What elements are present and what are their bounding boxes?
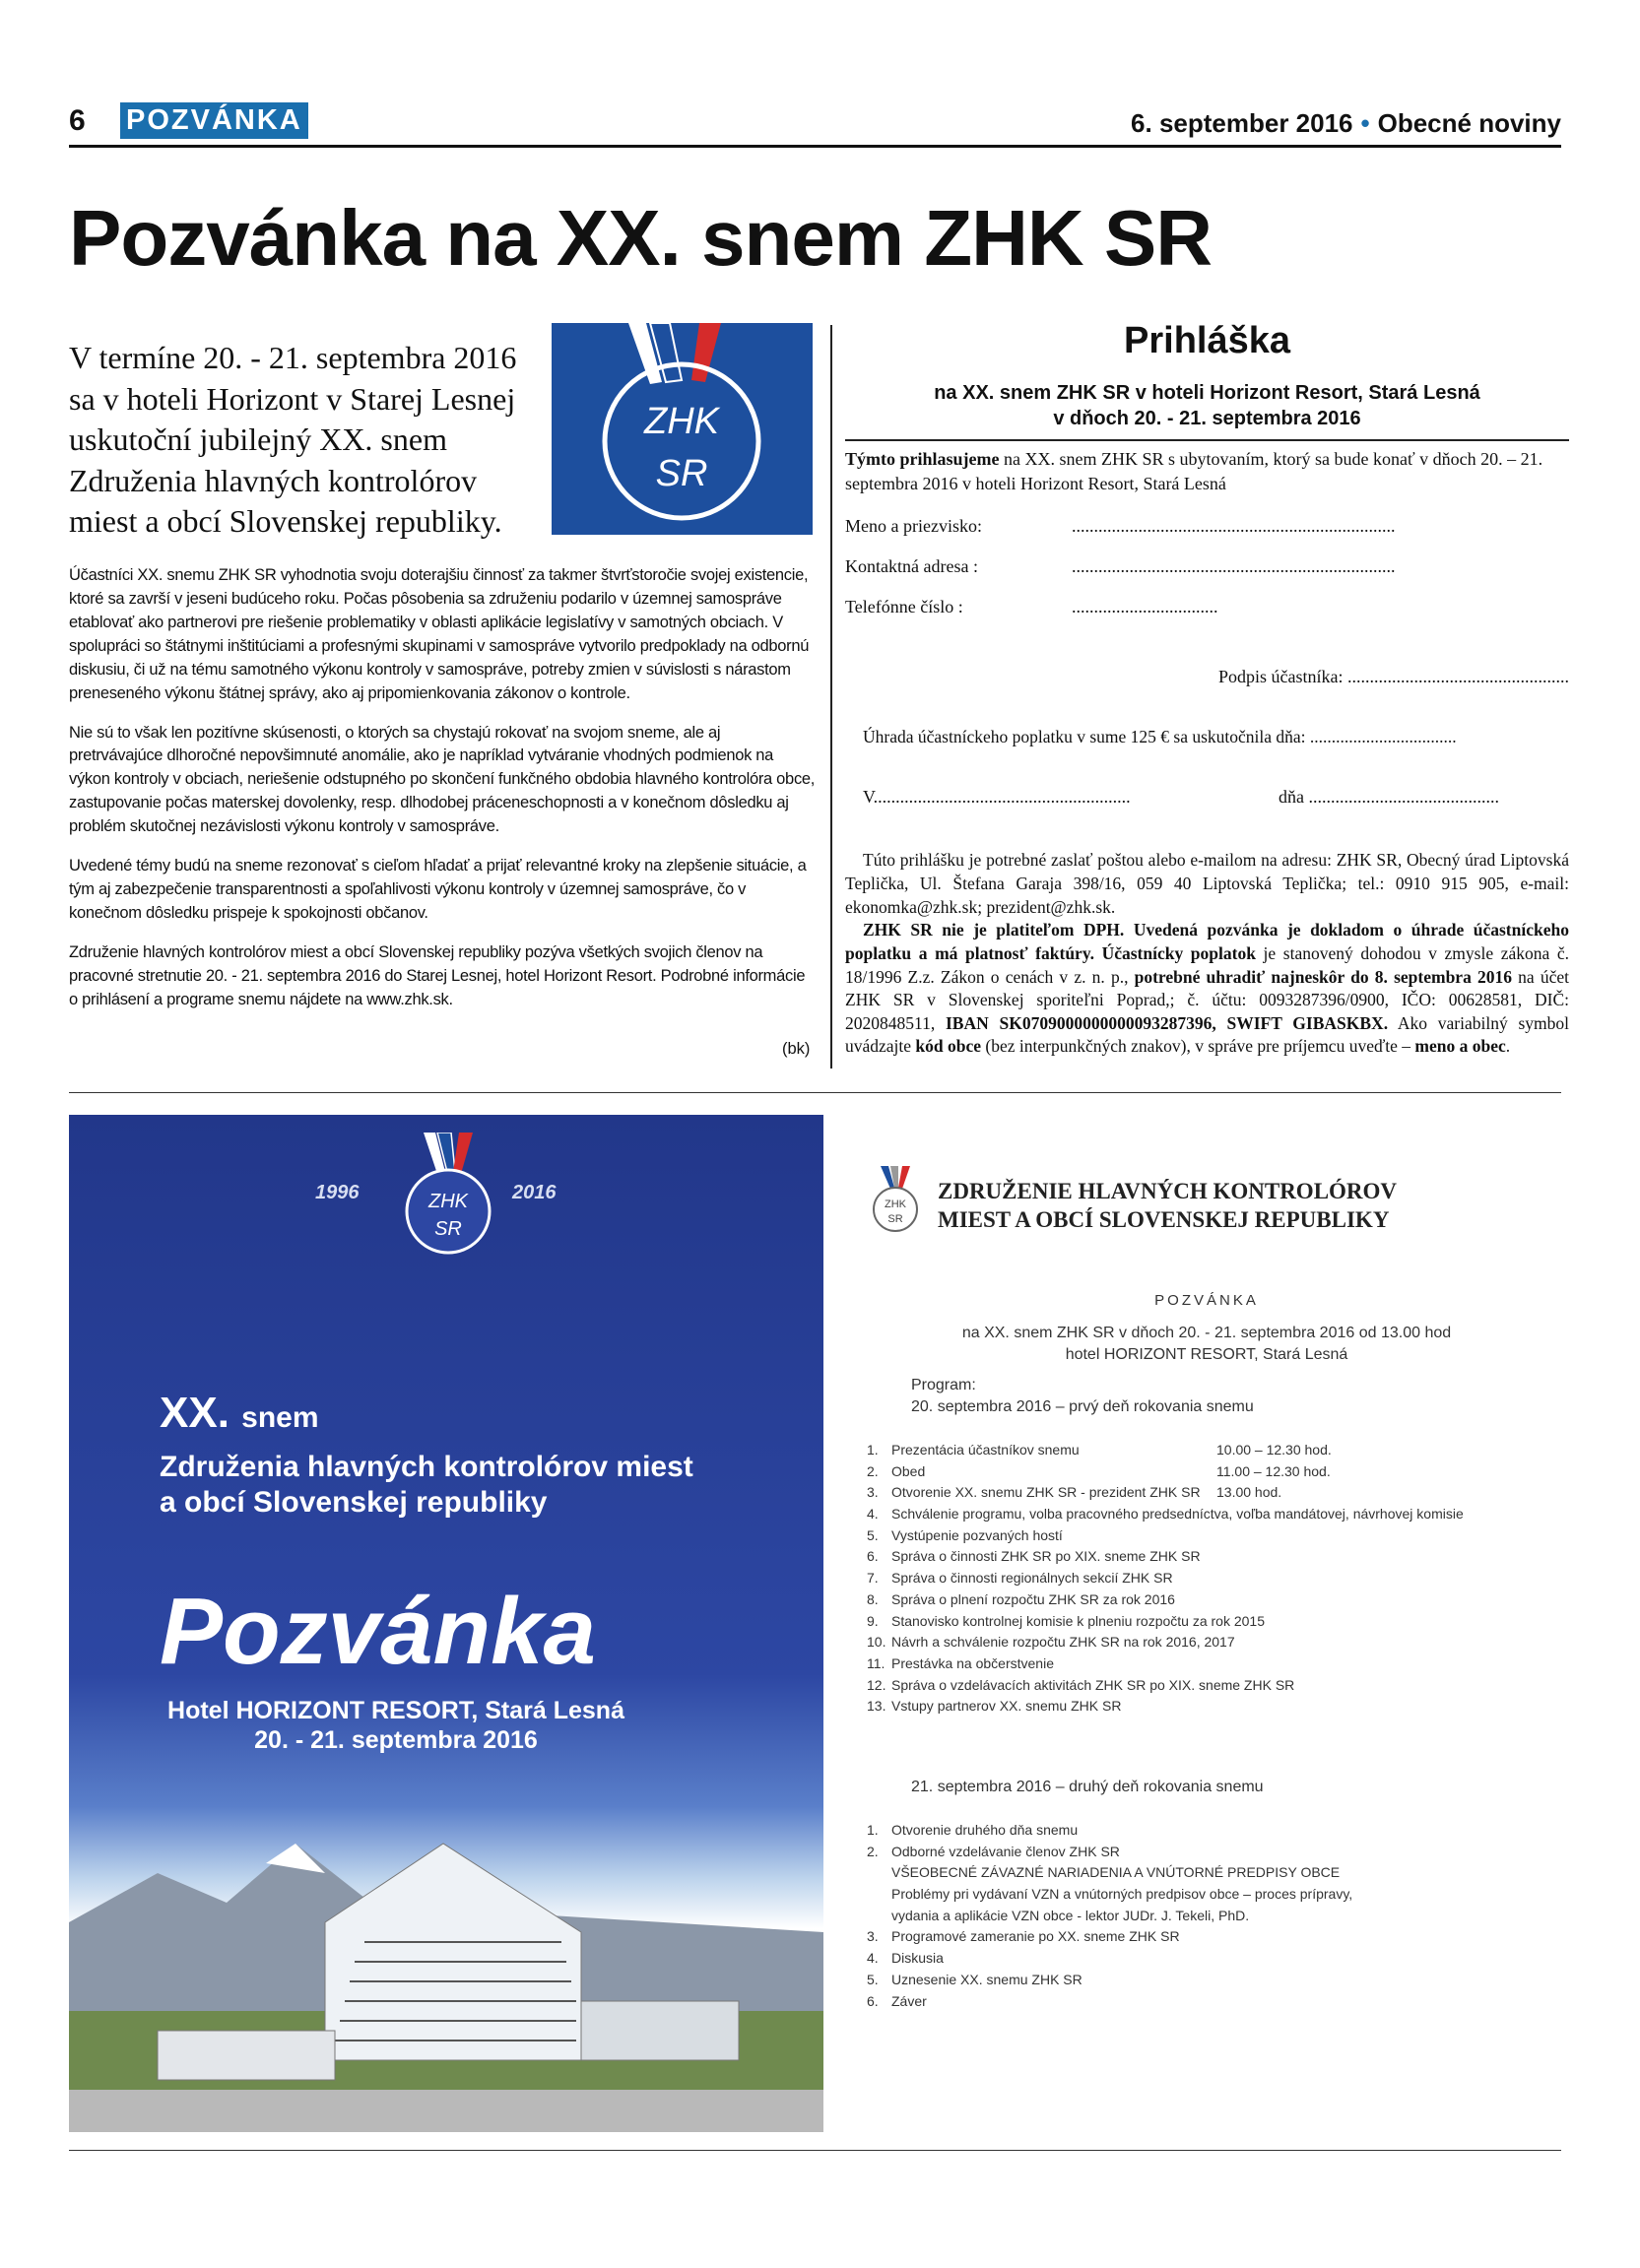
note-text-b: je stanovený dohodou v zmysle zákona č. 18/1996 Z.z. Zákon o cenách v z. n. p., [845, 942, 1569, 987]
article-body [69, 564, 816, 1028]
program-item-number: 3. [867, 1484, 879, 1501]
program-item-number: 5. [867, 1971, 879, 1987]
program-sub-line-1: na XX. snem ZHK SR v dňoch 20. - 21. septembra 2016 od 13.00 hod [961, 1325, 1452, 1341]
column-divider [830, 325, 832, 1069]
poster-dates: 20. - 21. septembra 2016 [254, 1726, 538, 1754]
poster-org-line-2: a obcí Slovenskej republiky [160, 1486, 548, 1519]
registration-form [845, 320, 1569, 1059]
note-text-d: na účet ZHK SR v Slovenskej sporiteľni Poprad,; č. účtu: 0093287396/0900, IČO: 00628581, DIČ: 2020848511, [845, 966, 1569, 1033]
program-item [867, 1589, 1464, 1611]
program-item-time: 11.00 – 12.30 hod. [1216, 1462, 1331, 1479]
form-title: Prihláška [1124, 320, 1290, 361]
program-item-number: 7. [867, 1570, 879, 1587]
program-sub-line-2: hotel HORIZONT RESORT, Stará Lesná [1065, 1345, 1348, 1363]
article-paragraph-1: Účastníci XX. snemu ZHK SR vyhodnotia svoju doterajšiu činnosť za takmer štvrťstoročie svojej existencie, ktoré sa završí v jeseni budúceho roku. Počas pôsobenia sa združeniu podarilo v územnej samospráve etablovať ako partnerovi pre riešenie problematiky v oblasti aplikácie legislatívy v samotných obciach. V spolupráci so štátnymi inštitúciami a profesnými skupinami v samospráve vytvorilo predpoklady na odbornú diskusiu, či už na tému samotného výkonu kontroly v samospráve, potreby zmien v súvislosti s nárastom preneseného výkonu štátnej správy, ako aj pripomienkovania zákonov o kontrole. [69, 566, 810, 702]
program-item [867, 1461, 1464, 1483]
program-subheading [867, 1323, 1546, 1365]
program-item-text: VŠEOBECNÉ ZÁVAZNÉ NARIADENIA A VNÚTORNÉ PREDPISY OBCE [891, 1864, 1341, 1881]
note-text-h: (bez interpunkčných znakov), v správe pre príjemcu uveďte – [981, 1036, 1415, 1057]
note-bold-g: kód obce [915, 1036, 982, 1057]
form-subtitle [845, 380, 1569, 431]
note-text-j: . [1505, 1036, 1511, 1057]
program-item-number: 3. [867, 1928, 879, 1945]
form-subtitle-line-1: na XX. snem ZHK SR v hoteli Horizont Resort, Stará Lesná [934, 382, 1480, 404]
form-intro [845, 447, 1569, 496]
article-paragraph-2: Nie sú to však len pozitívne skúsenosti, o ktorých sa chystajú rokovať na svojom sneme, ale aj pretrvávajúce dlhoročné nepovšimnuté anomálie, ako je napríklad vytváranie vhodných podmienok na výkon kontroly v obciach, neriešenie odstupného po skončení funkčného obdobia hlavného kontrolóra obce, zastupovanie počas materskej dovolenky, resp. dlhodobej práceneschopnosti a v konečnom dôsledku aj problém skutočnej nezávislosti výkonu kontroly v samospráve. [69, 723, 816, 836]
poster-year-start: 1996 [315, 1182, 360, 1203]
program-item [867, 1440, 1464, 1461]
program-item-text: Diskusia [891, 1950, 944, 1967]
program-item-number: 8. [867, 1590, 879, 1607]
program-item-text: Schválenie programu, volba pracovného predsedníctva, voľba mandátovej, návrhovej komisie [891, 1506, 1464, 1523]
field-name[interactable] [845, 516, 1569, 537]
field-dots: ......................................................................... [1072, 556, 1396, 577]
place-date-row [845, 787, 1569, 808]
program-item-text: Návrh a schválenie rozpočtu ZHK SR na rok 2016, 2017 [891, 1634, 1235, 1651]
form-rule [845, 439, 1569, 441]
program-item-text: Vstupy partnerov XX. snemu ZHK SR [891, 1698, 1122, 1715]
program-item [867, 1862, 1352, 1884]
program-item [867, 1525, 1464, 1547]
poster-org-line-1: Združenia hlavných kontrolórov miest [160, 1451, 693, 1483]
program-item-text: Problémy pri vydávaní VZN a vnútorných predpisov obce – proces prípravy, [891, 1886, 1353, 1903]
header-date-line [1131, 108, 1561, 139]
program-item-text: Stanovisko kontrolnej komisie k plneniu rozpočtu za rok 2015 [891, 1612, 1265, 1629]
date-field[interactable]: dňa ........................................... [1279, 787, 1499, 808]
program-item-number: 2. [867, 1462, 879, 1479]
field-address[interactable] [845, 556, 1569, 577]
poster-org [160, 1450, 693, 1521]
program-item [867, 1611, 1464, 1633]
program-item-text: Otvorenie druhého dňa snemu [891, 1822, 1079, 1838]
section-label: POZVÁNKA [120, 102, 308, 139]
poster-year-end: 2016 [512, 1182, 557, 1203]
hotel-photo [69, 1804, 823, 2132]
poster-title: Pozvánka [160, 1579, 596, 1684]
program-item-number: 4. [867, 1506, 879, 1523]
program-item-number: 1. [867, 1442, 879, 1458]
logo-text-bottom: SR [655, 453, 708, 494]
program-heading: POZVÁNKA [1154, 1292, 1259, 1309]
program-item-time: 13.00 hod. [1216, 1484, 1282, 1501]
program-item-number: 1. [867, 1822, 879, 1838]
note-bold-e: IBAN SK0709000000000093287396, SWIFT GIBASKBX. [945, 1012, 1389, 1033]
poster-hotel [160, 1696, 632, 1755]
program-item-text: Prestávka na občerstvenie [891, 1654, 1054, 1671]
newspaper-name: Obecné noviny [1377, 108, 1561, 138]
zhk-emblem-icon [552, 323, 813, 535]
payment-field[interactable]: Úhrada účastníckeho poplatku v sume 125 € sa uskutočnila dňa: .................................. [863, 727, 1457, 747]
program-item [867, 1991, 1352, 2013]
separator-dot: • [1360, 108, 1370, 138]
form-intro-text: na XX. snem ZHK SR s ubytovaním, ktorý sa bude konať v dňoch 20. – 21. septembra 2016 v hoteli Horizont Resort, Stará Lesná [845, 449, 1543, 494]
program-item [867, 1820, 1352, 1842]
program-item [867, 1632, 1464, 1653]
page-number: 6 [69, 104, 86, 137]
field-label: Meno a priezvisko: [845, 516, 982, 537]
program-item-time: 10.00 – 12.30 hod. [1216, 1442, 1332, 1458]
program-item-text: Správa o plnení rozpočtu ZHK SR za rok 2016 [891, 1590, 1175, 1607]
program-label: Program: [911, 1377, 976, 1393]
program-item-text: Otvorenie XX. snemu ZHK SR - prezident ZHK SR [891, 1484, 1201, 1501]
day1-list [867, 1440, 1464, 1717]
article-lead: V termíne 20. - 21. septembra 2016 sa v hoteli Horizont v Starej Lesnej uskutoční jubilejný XX. snem Združenia hlavných kontrolórov miest a obcí Slovenskej republiky. [69, 340, 517, 540]
program-item-text: Správa o činnosti ZHK SR po XIX. sneme ZHK SR [891, 1548, 1201, 1565]
program-item [867, 1948, 1352, 1970]
poster-logo-bottom: SR [434, 1218, 462, 1240]
program-org-name [938, 1178, 1397, 1235]
program-logo-bottom: SR [887, 1213, 903, 1225]
program-item-number: 12. [867, 1676, 886, 1693]
day1-heading: 20. septembra 2016 – prvý deň rokovania snemu [911, 1398, 1254, 1415]
article-paragraph-3: Uvedené témy budú na sneme rezonovať s cieľom hľadať a prijať relevantné kroky na zlepšenie situácie, a tým aj zabezpečenie transparentnosti a spoľahlivosti výkonu kontroly v územnej samospráve, čo v konečnom dôsledku prispeje k spokojnosti občanov. [69, 857, 807, 922]
poster-logo-top: ZHK [428, 1191, 468, 1212]
poster-snem-number: XX. [160, 1389, 230, 1437]
form-payment-note [845, 919, 1569, 1059]
program-item [867, 1568, 1464, 1589]
program-item-number: 11. [867, 1654, 886, 1671]
program-item-text: Odborné vzdelávanie členov ZHK SR [891, 1843, 1120, 1859]
program-org-line-1: ZDRUŽENIE HLAVNÝCH KONTROLÓROV [938, 1179, 1398, 1203]
program-logo-top: ZHK [885, 1199, 906, 1210]
form-subtitle-line-2: v dňoch 20. - 21. septembra 2016 [1053, 408, 1361, 429]
poster-snem-word: snem [241, 1401, 319, 1434]
issue-date: 6. september 2016 [1131, 108, 1353, 138]
program-item-text: Vystúpenie pozvaných hostí [891, 1526, 1063, 1543]
program-org-line-2: MIEST A OBCÍ SLOVENSKEJ REPUBLIKY [938, 1206, 1390, 1232]
program-item [867, 1546, 1464, 1568]
program-item-number: 9. [867, 1612, 879, 1629]
signature-field[interactable]: Podpis účastníka: .................................................. [1218, 667, 1569, 687]
program-item [867, 1926, 1352, 1948]
note-bold-c: potrebné uhradiť najneskôr do 8. septembra 2016 [1134, 966, 1512, 987]
logo-text-top: ZHK [644, 401, 719, 442]
program-item-number: 4. [867, 1950, 879, 1967]
form-intro-bold: Týmto prihlasujeme [845, 449, 1000, 469]
day2-heading: 21. septembra 2016 – druhý deň rokovania snemu [911, 1779, 1264, 1795]
program-item [867, 1482, 1464, 1504]
program-item-number: 6. [867, 1992, 879, 2009]
invitation-poster [69, 1115, 823, 2132]
day2-list [867, 1820, 1352, 2012]
program-item [867, 1675, 1464, 1697]
program-item-text: Záver [891, 1992, 927, 2009]
article-paragraph-4: Združenie hlavných kontrolórov miest a obcí Slovenskej republiky pozýva všetkých svojich členov na pracovné stretnutie 20. - 21. septembra 2016 do Starej Lesnej, hotel Horizont Resort. Podrobné informácie o prihlásení a programe snemu nájdete na www.zhk.sk. [69, 942, 806, 1008]
form-note: Túto prihlášku je potrebné zaslať poštou alebo e-mailom na adresu: ZHK SR, Obecný úrad Liptovská Teplička, Ul. Štefana Garaja 398/16, 059 40 Liptovská Teplička; tel.: 0910 915 905, e-mail: ekonomka@zhk.sk; prezident@zhk.sk. [845, 850, 1569, 917]
note-bold-i: meno a obec [1414, 1036, 1506, 1057]
zhk-logo [552, 323, 813, 535]
author-signature: (bk) [782, 1040, 811, 1058]
program-emblem-icon [867, 1166, 924, 1235]
program-item-text: Správa o činnosti regionálnych sekcií ZHK SR [891, 1570, 1173, 1587]
program-item-text: Uznesenie XX. snemu ZHK SR [891, 1971, 1082, 1987]
section-divider [69, 1092, 1561, 1093]
poster-hotel-name: Hotel HORIZONT RESORT, Stará Lesná [167, 1697, 624, 1724]
program-item [867, 1970, 1352, 1991]
note-bold-a: ZHK SR nie je platiteľom DPH. Uvedená pozvánka je dokladom o úhrade účastníckeho poplatku a má platnosť faktúry. Účastnícky poplatok [845, 920, 1569, 963]
program-item-text: Programové zameranie po XX. sneme ZHK SR [891, 1928, 1180, 1945]
program-item-number: 13. [867, 1698, 886, 1715]
program-item [867, 1696, 1464, 1717]
program-item-text: vydania a aplikácie VZN obce - lektor JUDr. J. Tekeli, PhD. [891, 1907, 1250, 1923]
program-item-number: 10. [867, 1634, 886, 1651]
article-title: Pozvánka na XX. snem ZHK SR [69, 194, 1213, 282]
place-field[interactable]: V.......................................................... [863, 787, 1131, 808]
field-dots: ................................. [1072, 597, 1218, 617]
poster-snem [160, 1389, 319, 1438]
program-item-text: Správa o vzdelávacích aktivitách ZHK SR po XIX. sneme ZHK SR [891, 1676, 1295, 1693]
bottom-divider [69, 2150, 1561, 2151]
poster-emblem-icon [394, 1133, 502, 1261]
program-item-text: Prezentácia účastníkov snemu [891, 1442, 1080, 1458]
page-header [69, 100, 1561, 148]
program-item-number: 2. [867, 1843, 879, 1859]
program-item [867, 1842, 1352, 1863]
program-item-number: 6. [867, 1548, 879, 1565]
program-item [867, 1906, 1352, 1927]
program-item [867, 1884, 1352, 1906]
program-item [867, 1653, 1464, 1675]
field-label: Telefónne číslo : [845, 597, 963, 617]
note-text-f: Ako variabilný symbol uvádzajte [845, 1012, 1569, 1057]
field-label: Kontaktná adresa : [845, 556, 978, 577]
field-phone[interactable] [845, 597, 1569, 617]
program-item-number: 5. [867, 1526, 879, 1543]
field-dots: ......................................................................... [1072, 516, 1396, 537]
program-item [867, 1504, 1464, 1525]
program-item-text: Obed [891, 1462, 926, 1479]
